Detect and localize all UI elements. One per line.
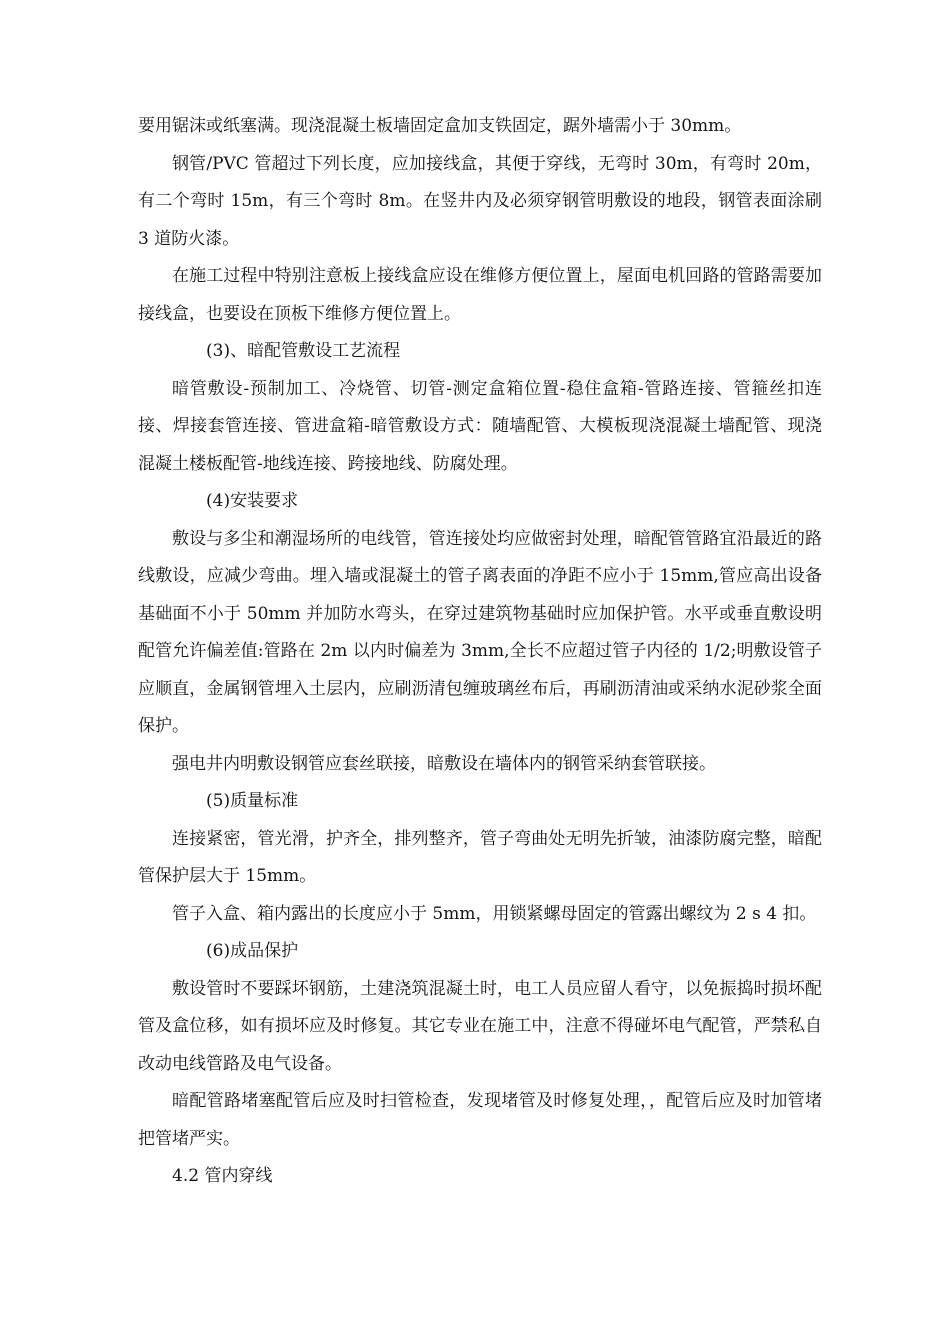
heading-number: (6) — [206, 941, 231, 961]
section-heading — [138, 333, 822, 371]
paragraph: 强电井内明敷设钢管应套丝联接，暗敷设在墙体内的钢管采纳套管联接。 — [172, 753, 716, 774]
subsection-title: 4.2 管内穿线 — [172, 1166, 273, 1186]
heading-text: 成品保护 — [230, 941, 299, 961]
heading-number: (5) — [206, 791, 231, 811]
paragraph: 暗配管路堵塞配管后应及时扫管检查，发现堵管及时修复处理，，配管后应及时加管堵把管堵严实。 — [138, 1091, 822, 1149]
paragraph: 在施工过程中特别注意板上接线盒应设在维修方便位置上，屋面电机回路的管路需要加接线盒，也要设在顶板下维修方便位置上。 — [138, 266, 822, 324]
heading-number: (4) — [206, 491, 231, 511]
paragraph: 要用锯沫或纸塞满。现浇混凝土板墙固定盒加支铁固定，踞外墙需小于 30mm。 — [138, 116, 742, 136]
section-heading — [138, 483, 822, 521]
heading-text: 安装要求 — [230, 491, 299, 511]
paragraph: 连接紧密，管光滑，护齐全，排列整齐，管子弯曲处无明先折皱，油漆防腐完整，暗配管保护层大于 15mm。 — [138, 828, 822, 886]
paragraph: 管子入盒、箱内露出的长度应小于 5mm，用锁紧螺母固定的管露出螺纹为 2 s 4 扣。 — [172, 903, 817, 924]
paragraph: 暗管敷设-预制加工、冷烧管、切管-测定盒箱位置-稳住盒箱-管路连接、管箍丝扣连接、焊接套管连接、管进盒箱-暗管敷设方式：随墙配管、大模板现浇混凝土墙配管、现浇混凝土楼板配管-地线连接、跨接地线、防腐处理。 — [138, 378, 822, 474]
section-heading — [138, 933, 822, 971]
paragraph: 钢管/PVC 管超过下列长度，应加接线盒，其便于穿线，无弯时 30m，有弯时 20m，有二个弯时 15m，有三个弯时 8m。在竖井内及必须穿钢管明敷设的地段，钢管表面涂刷 3 道防火漆。 — [138, 153, 822, 249]
heading-number: (3) — [206, 341, 231, 361]
paragraph: 敷设与多尘和潮湿场所的电线管，管连接处均应做密封处理，暗配管管路宜沿最近的路线敷设，应减少弯曲。埋入墙或混凝土的管子离表面的净距不应小于 15mm,管应高出设备基础面不小于 50mm 并加防水弯头，在穿过建筑物基础时应加保护管。水平或垂直敷设明配管允许偏差值:管路在 2m 以内时偏差为 3mm,全长不应超过管子内径的 1/2;明敷设管子应顺直，金属钢管埋入土层内，应刷沥清包缠玻璃丝布后，再刷沥清油或采纳水泥砂浆全面保护。 — [138, 528, 822, 736]
heading-text: 、暗配管敷设工艺流程 — [230, 341, 401, 361]
heading-text: 质量标准 — [230, 791, 299, 811]
section-heading — [138, 783, 822, 821]
document-body — [138, 108, 822, 1196]
paragraph: 敷设管时不要踩坏钢筋，土建浇筑混凝土时，电工人员应留人看守，以免振捣时损坏配管及盒位移，如有损坏应及时修复。其它专业在施工中，注意不得碰坏电气配管，严禁私自改动电线管路及电气设备。 — [138, 978, 822, 1074]
